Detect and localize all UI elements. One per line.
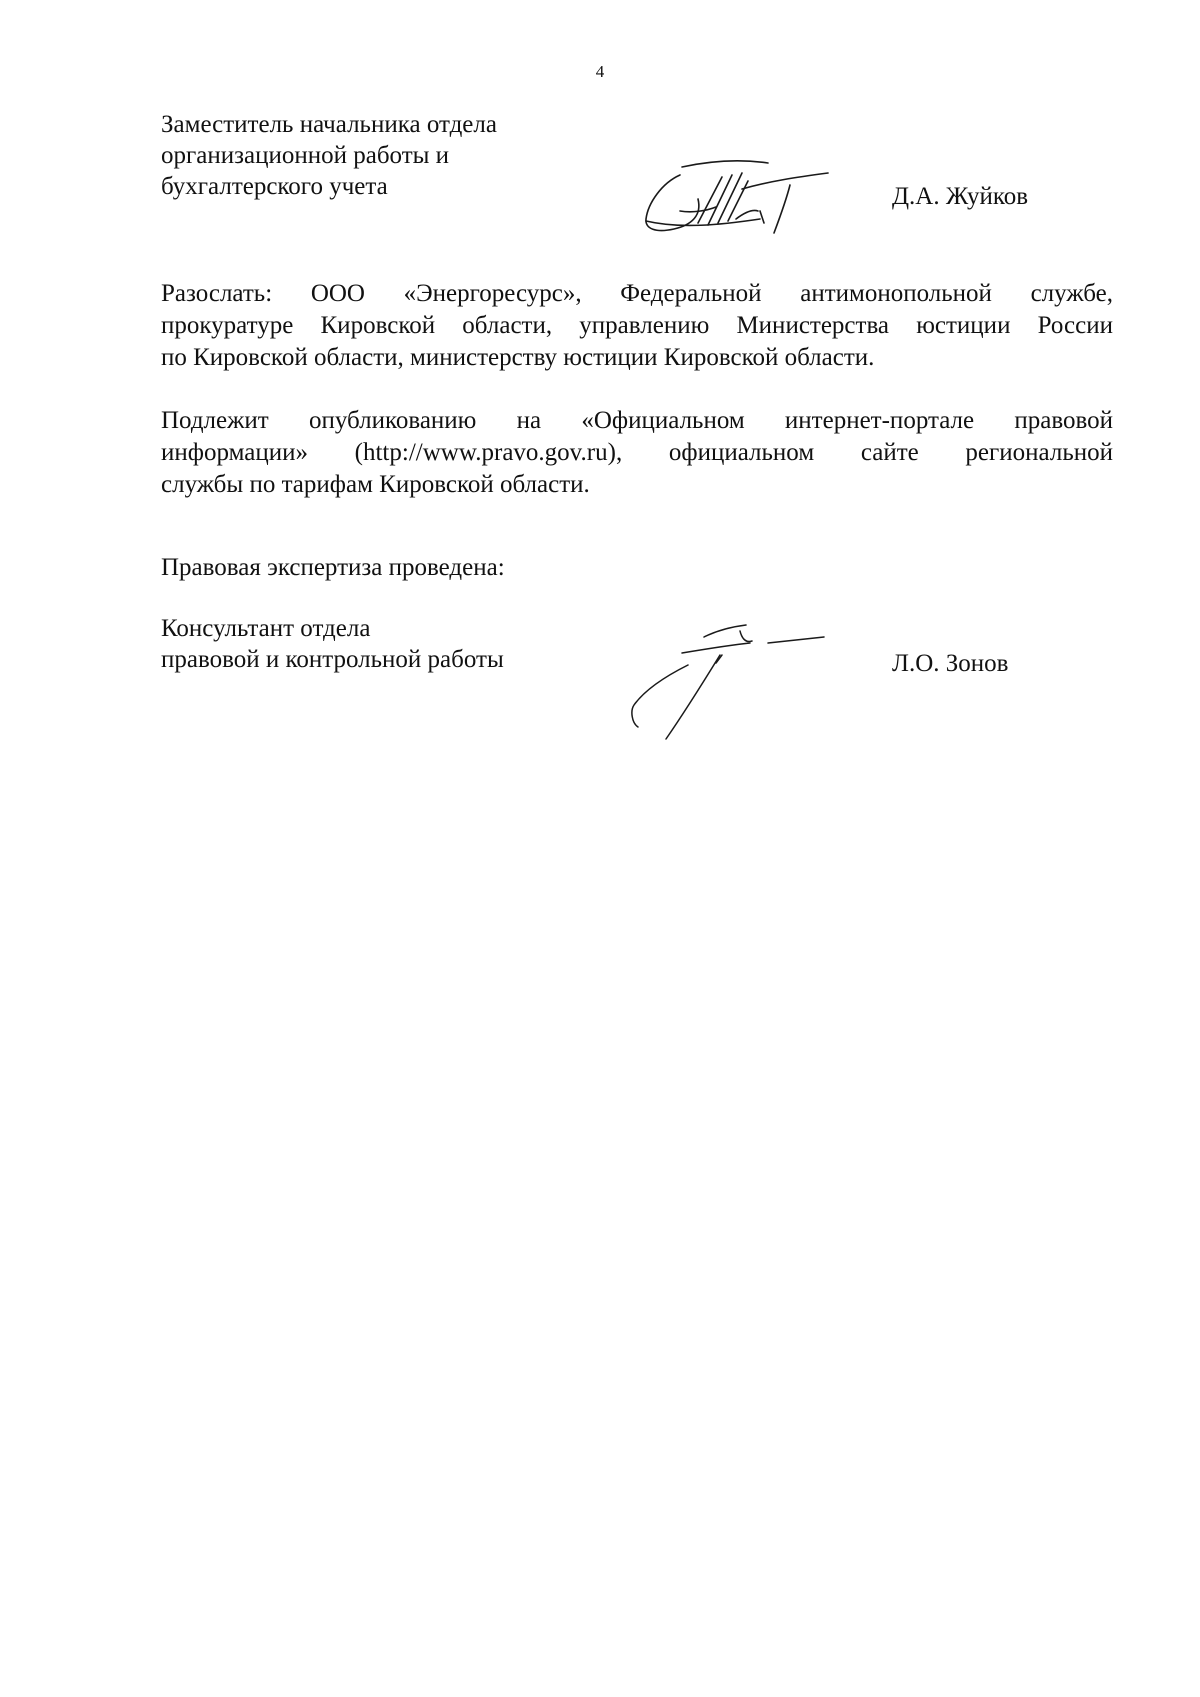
signer-1-position-line: бухгалтерского учета — [161, 173, 388, 200]
signer-1-position — [161, 109, 497, 202]
signer-1-name: Д.А. Жуйков — [892, 183, 1029, 210]
page-number: 4 — [595, 62, 605, 81]
publication-line: информации» (http://www.pravo.gov.ru), официальном сайте региональной — [161, 439, 1113, 466]
distribution-line: Разослать: ООО «Энергоресурс», Федеральной антимонопольной службе, — [161, 280, 1113, 307]
distribution-line: прокуратуре Кировской области, управлению Министерства юстиции России — [161, 312, 1113, 339]
publication-line: службы по тарифам Кировской области. — [161, 471, 590, 498]
legal-review-note — [161, 552, 505, 583]
publication-paragraph — [161, 405, 1113, 501]
distribution-line: по Кировской области, министерству юстиции Кировской области. — [161, 344, 875, 371]
signer-2-position-line: правовой и контрольной работы — [161, 646, 504, 673]
signer-1-position-line: организационной работы и — [161, 142, 450, 169]
signer-2-position — [161, 613, 504, 675]
publication-line: Подлежит опубликованию на «Официальном интернет-портале правовой — [161, 407, 1113, 434]
signature-2-handwritten — [618, 615, 848, 745]
distribution-paragraph — [161, 278, 1113, 374]
legal-review-text: Правовая экспертиза проведена: — [161, 554, 505, 581]
signer-1-position-line: Заместитель начальника отдела — [161, 111, 497, 138]
signer-2-name: Л.О. Зонов — [892, 650, 1009, 677]
signature-1-handwritten — [640, 155, 845, 245]
signer-2-position-line: Консультант отдела — [161, 615, 371, 642]
